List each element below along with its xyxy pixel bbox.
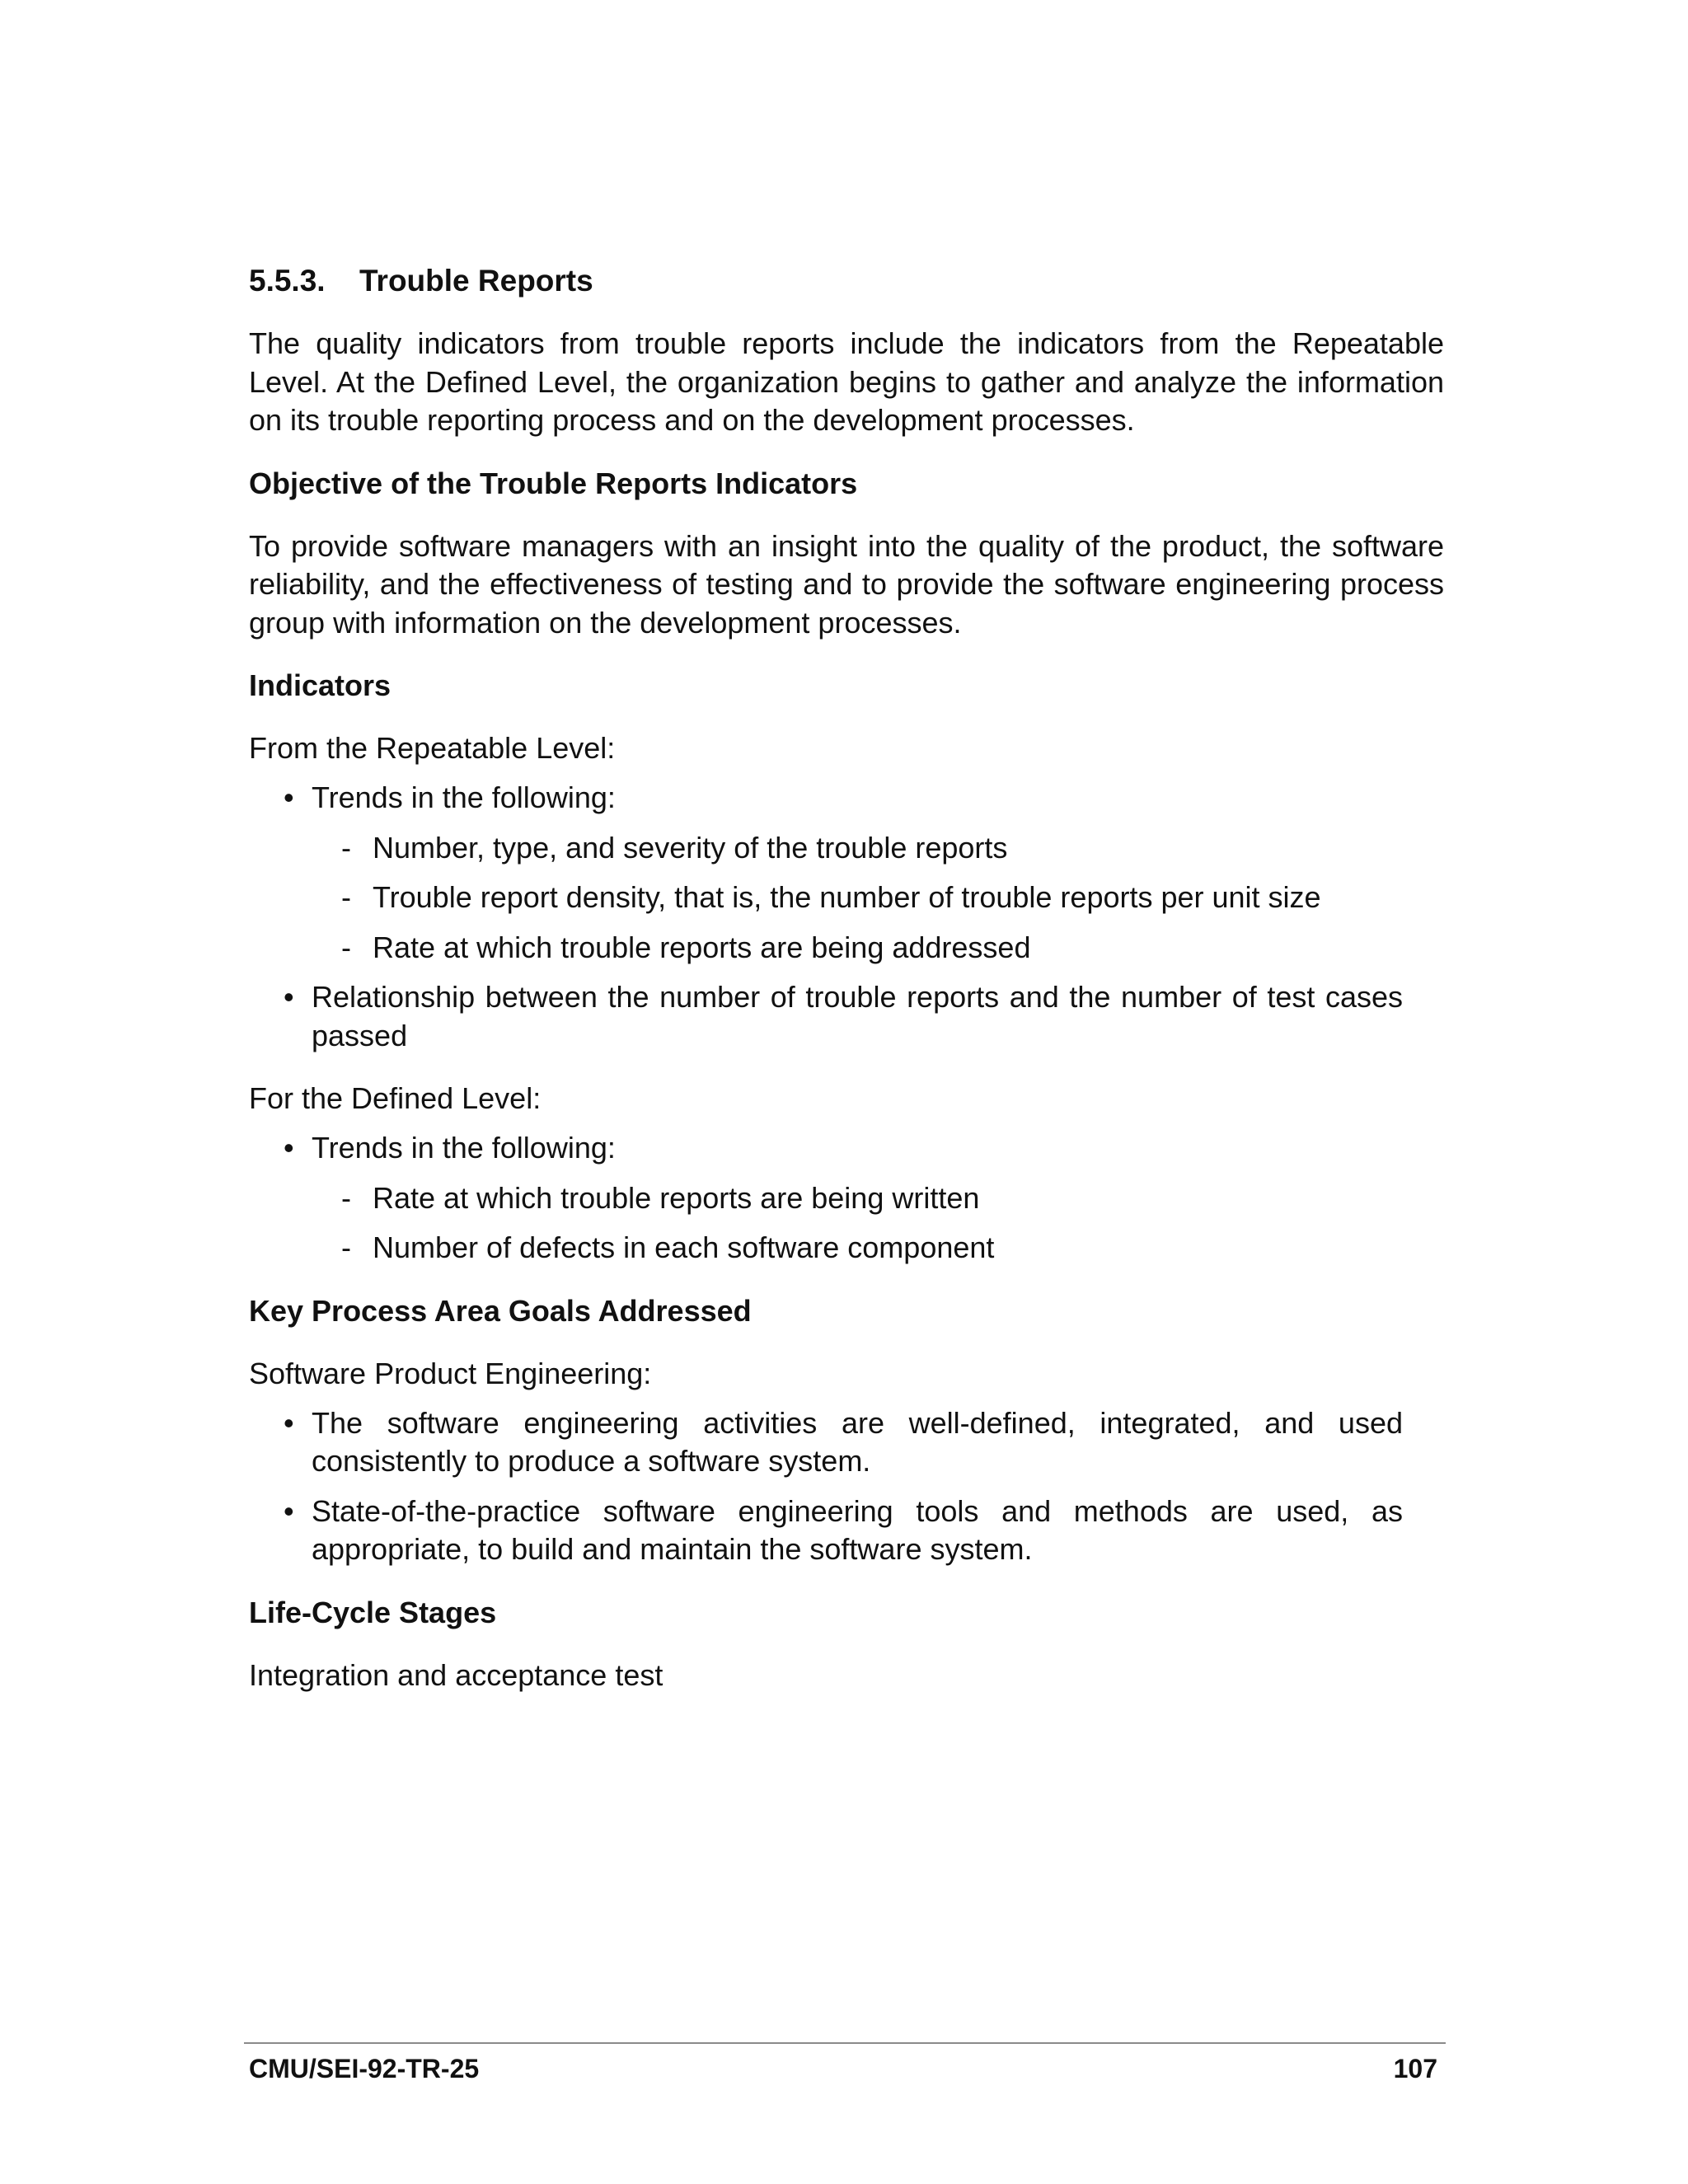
objective-paragraph: To provide software managers with an insight into the quality of the product, the software reliability, and the effectiveness of testing and to provide the software engineering process group with information on the development processes. [249, 528, 1444, 640]
sub-list-item-text: Number of defects in each software component [373, 1230, 995, 1264]
defined-level-list [249, 1129, 1403, 1268]
list-item [249, 978, 1403, 1055]
footer-page-number: 107 [1393, 2054, 1437, 2083]
list-item-text: Relationship between the number of trouble reports and the number of test cases passed [312, 980, 1403, 1052]
bullet-icon: • [284, 780, 294, 814]
section-heading [249, 262, 1444, 300]
indicators-heading: Indicators [249, 668, 392, 702]
section-number: 5.5.3. [249, 264, 326, 298]
sub-list-item-text: Rate at which trouble reports are being addressed [373, 930, 1031, 964]
page-content [249, 262, 1444, 1719]
bullet-icon: • [284, 1131, 294, 1165]
repeatable-level-list [249, 779, 1403, 1055]
sub-list-item [312, 829, 1403, 868]
sub-list-item-text: Rate at which trouble reports are being written [373, 1180, 980, 1215]
sub-list-item [312, 1229, 1403, 1268]
list-item-text: Trends in the following: [312, 780, 616, 814]
defined-level-lead: For the Defined Level: [249, 1081, 542, 1115]
list-item [249, 779, 1403, 967]
bullet-icon: • [284, 1405, 294, 1440]
footer-divider [244, 2042, 1446, 2044]
dash-icon: - [341, 830, 351, 865]
section-title: Trouble Reports [359, 264, 593, 298]
intro-paragraph: The quality indicators from trouble reports include the indicators from the Repeatable Level. At the Defined Level, the organization begins to gather and analyze the information on its trouble reporting process and on the development processes. [249, 326, 1444, 437]
sub-list-item [312, 929, 1403, 968]
list-item [249, 1129, 1403, 1268]
dash-icon: - [341, 1230, 351, 1264]
dash-icon: - [341, 1180, 351, 1215]
objective-heading: Objective of the Trouble Reports Indicators [249, 466, 858, 500]
bullet-icon: • [284, 980, 294, 1014]
kpa-list [249, 1404, 1403, 1569]
sub-list-item [312, 1179, 1403, 1218]
sub-list [312, 829, 1403, 968]
dash-icon: - [341, 880, 351, 914]
list-item [249, 1493, 1403, 1569]
kpa-heading: Key Process Area Goals Addressed [249, 1293, 752, 1328]
list-item-text: Trends in the following: [312, 1131, 616, 1165]
kpa-lead: Software Product Engineering: [249, 1356, 652, 1390]
sub-list-item-text: Trouble report density, that is, the number of trouble reports per unit size [373, 880, 1321, 914]
sub-list-item [312, 879, 1403, 917]
sub-list-item-text: Number, type, and severity of the trouble reports [373, 830, 1008, 865]
footer-doc-id: CMU/SEI-92-TR-25 [249, 2054, 480, 2083]
list-item-text: State-of-the-practice software engineering tools and methods are used, as appropriate, to build and maintain the software system. [312, 1493, 1403, 1566]
list-item [249, 1404, 1403, 1481]
repeatable-level-lead: From the Repeatable Level: [249, 731, 616, 765]
dash-icon: - [341, 930, 351, 964]
list-item-text: The software engineering activities are well-defined, integrated, and used consistently to produce a software system. [312, 1405, 1403, 1478]
lifecycle-heading: Life-Cycle Stages [249, 1595, 497, 1629]
bullet-icon: • [284, 1493, 294, 1528]
lifecycle-paragraph: Integration and acceptance test [249, 1657, 663, 1692]
sub-list [312, 1179, 1403, 1268]
